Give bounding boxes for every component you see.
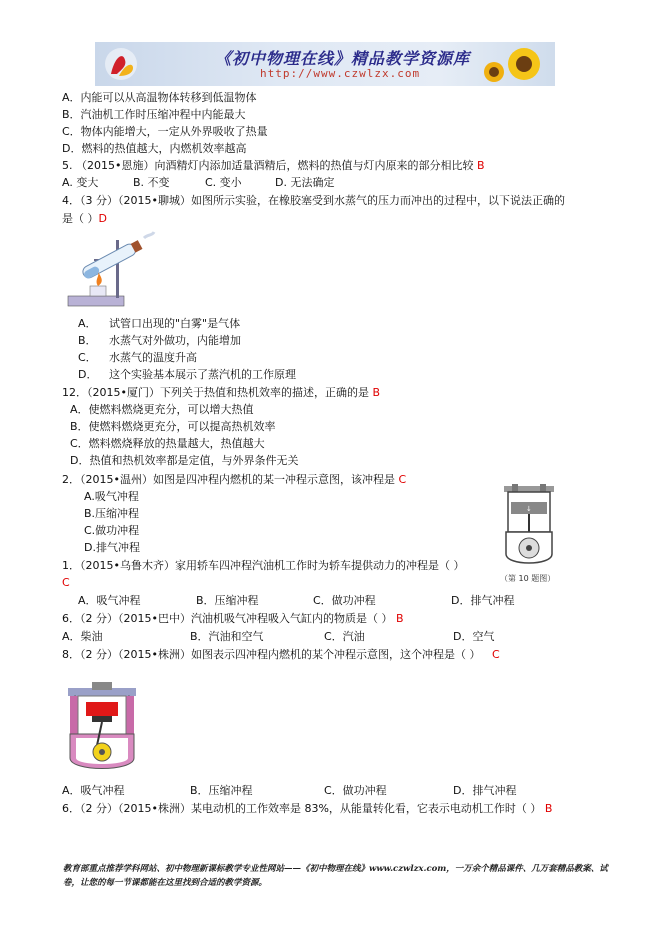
option-line: D．排气冲程 bbox=[453, 784, 517, 797]
option-line: A．使燃料燃烧更充分，可以增大热值 bbox=[70, 403, 254, 416]
option-label: D． bbox=[78, 368, 98, 381]
answer-q6b: B bbox=[544, 802, 553, 815]
option-line: A．吸气冲程 bbox=[78, 594, 141, 607]
option-line: C.做功冲程 bbox=[84, 524, 140, 537]
option-line: A．柴油 bbox=[62, 630, 103, 643]
option-line: 水蒸气对外做功，内能增加 bbox=[109, 334, 241, 347]
question-q12: 12．（2015•厦门）下列关于热值和热机效率的描述，正确的是 B bbox=[62, 386, 381, 399]
option-label: A． bbox=[78, 317, 97, 330]
option-line: B．压缩冲程 bbox=[196, 594, 259, 607]
answer-q2: C bbox=[398, 473, 407, 486]
option-label: C． bbox=[78, 351, 97, 364]
option-line: 这个实验基本展示了蒸汽机的工作原理 bbox=[109, 368, 296, 381]
option-line: B．汽油和空气 bbox=[190, 630, 264, 643]
option-line: C．做功冲程 bbox=[324, 784, 387, 797]
option-label: B． bbox=[78, 334, 97, 347]
banner-title: 《初中物理在线》精品教学资源库 bbox=[215, 49, 471, 68]
option-line: B．使燃料燃烧更充分，可以提高热机效率 bbox=[70, 420, 276, 433]
question-q2: 2．（2015•温州）如图是四冲程内燃机的某一冲程示意图，该冲程是 C bbox=[62, 473, 407, 486]
option-line: A.吸气冲程 bbox=[84, 490, 139, 503]
answer-q8: C bbox=[491, 648, 500, 661]
option-line: C．做功冲程 bbox=[313, 594, 376, 607]
option-line: B．压缩冲程 bbox=[190, 784, 253, 797]
answer-q1: C bbox=[62, 576, 70, 589]
answer-q4: D bbox=[98, 212, 107, 225]
question-q8: 8．（2 分）（2015•株洲）如图表示四冲程内燃机的某个冲程示意图，这个冲程是（ ） C bbox=[62, 648, 500, 661]
option-line: C．汽油 bbox=[324, 630, 365, 643]
answer-q6a: B bbox=[395, 612, 404, 625]
site-logo-icon bbox=[103, 46, 139, 82]
header-banner bbox=[95, 42, 555, 86]
option-line: D．燃料的热值越大，内燃机效率越高 bbox=[62, 142, 247, 155]
option-line: A．吸气冲程 bbox=[62, 784, 125, 797]
question-q4-cont: 是（ ）D bbox=[62, 212, 107, 225]
page-footer: 教育部重点推荐学科网站、初中物理新课标教学专业性网站——《初中物理在线》www.czwlzx.com，一万余个精品课件、几万套精品教案、试卷，让您的每一节课都能在这里找到合适的教学资源。 bbox=[63, 864, 608, 888]
option-line: D.排气冲程 bbox=[84, 541, 140, 554]
option-line: B．汽油机工作时压缩冲程中内能最大 bbox=[62, 108, 246, 121]
sunflower-image bbox=[479, 44, 549, 84]
option-line: A．内能可以从高温物体转移到低温物体 bbox=[62, 91, 257, 104]
option-line: D. 无法确定 bbox=[275, 176, 335, 189]
engine-figure-q2 bbox=[498, 484, 560, 570]
option-line: A. 变大 bbox=[62, 176, 99, 189]
steam-experiment-figure bbox=[66, 230, 156, 312]
question-q1: 1．（2015•乌鲁木齐）家用轿车四冲程汽油机工作时为轿车提供动力的冲程是（ ） bbox=[62, 559, 465, 572]
svg-text:↓: ↓ bbox=[526, 505, 532, 513]
banner-url[interactable]: http://www.czwlzx.com bbox=[260, 67, 421, 80]
option-line: B.压缩冲程 bbox=[84, 507, 140, 520]
option-line: 试管口出现的"白雾"是气体 bbox=[109, 317, 241, 330]
answer-q12: B bbox=[372, 386, 381, 399]
question-q5 bbox=[62, 158, 485, 173]
question-q6b: 6．（2 分）（2015•株洲）某电动机的工作效率是 83%，从能量转化看，它表示电动机工作时（ ） B bbox=[62, 802, 553, 815]
option-line: 水蒸气的温度升高 bbox=[109, 351, 197, 364]
question-q6a: 6．（2 分）（2015•巴中）汽油机吸气冲程吸入气缸内的物质是（ ） B bbox=[62, 612, 404, 625]
option-line: C．燃料燃烧释放的热量越大，热值越大 bbox=[70, 437, 265, 450]
figure-caption: （第 10 题图） bbox=[500, 574, 556, 583]
question-text: 5. （2015•恩施）向酒精灯内添加适量酒精后，燃料的热值与灯内原来的部分相比较 bbox=[62, 159, 474, 172]
option-line: D．空气 bbox=[453, 630, 495, 643]
option-line: C．物体内能增大，一定从外界吸收了热量 bbox=[62, 125, 268, 138]
question-q4: 4．（3 分）（2015•聊城）如图所示实验，在橡胶塞受到水蒸气的压力而冲出的过程中，以下说法正确的 bbox=[62, 194, 565, 207]
option-line: C. 变小 bbox=[205, 176, 242, 189]
option-line: D．排气冲程 bbox=[451, 594, 515, 607]
option-line: B. 不变 bbox=[133, 176, 170, 189]
engine-figure-q8 bbox=[62, 682, 142, 774]
answer-q5: B bbox=[476, 159, 485, 172]
option-line: D．热值和热机效率都是定值，与外界条件无关 bbox=[70, 454, 299, 467]
